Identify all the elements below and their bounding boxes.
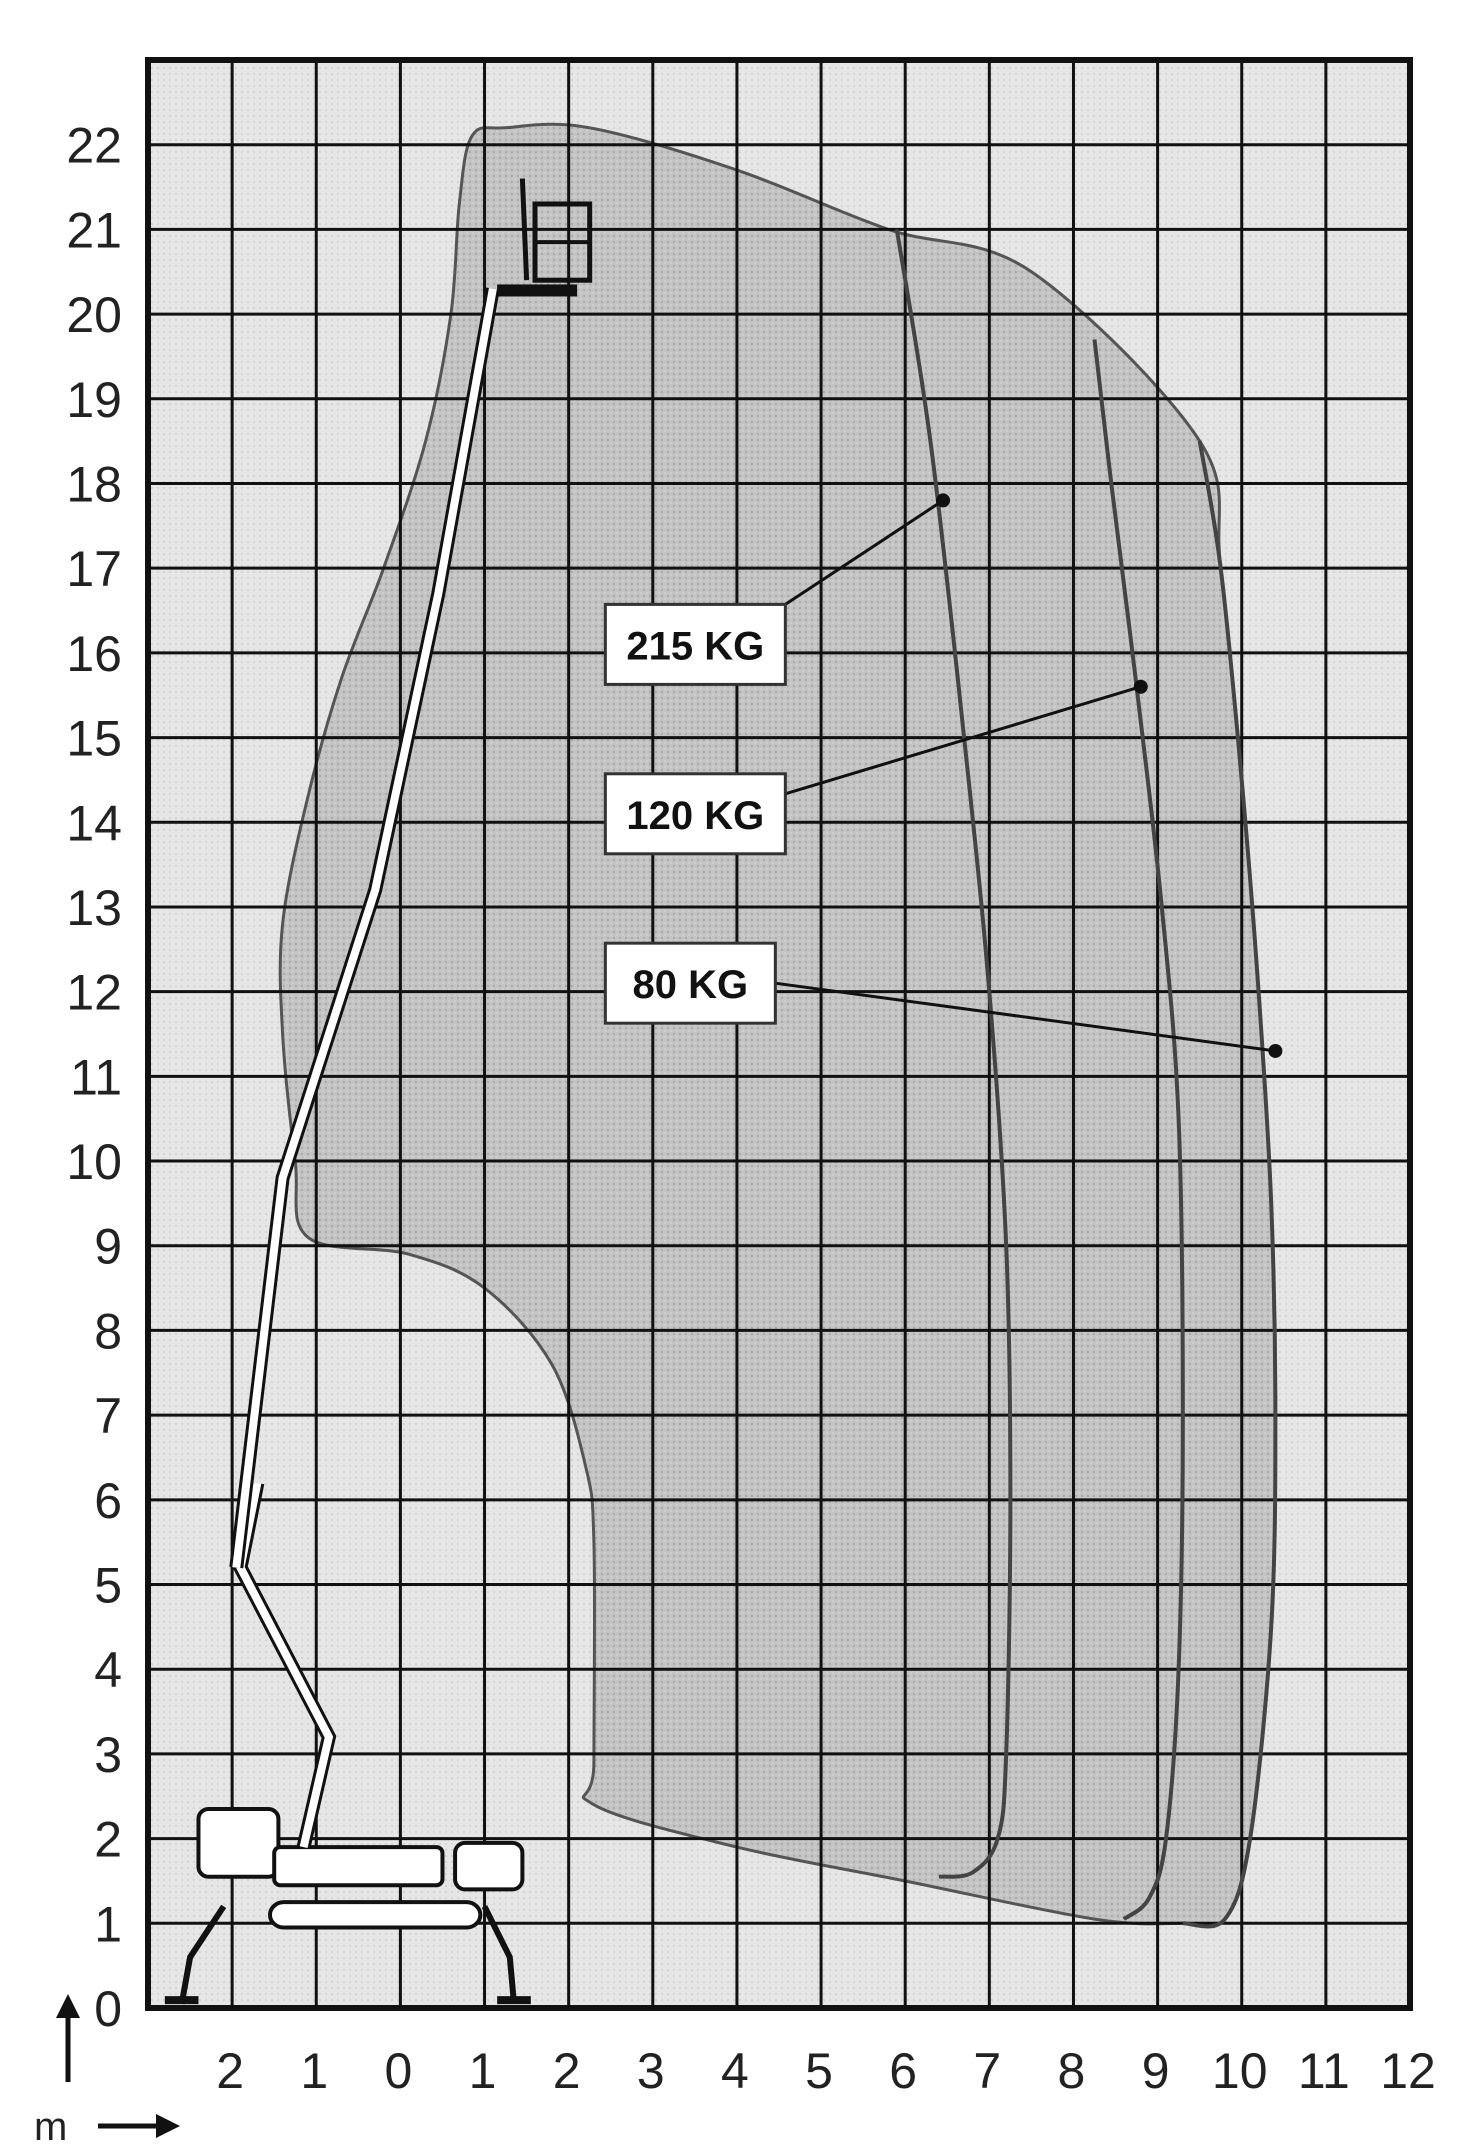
unit-label: m xyxy=(34,2105,68,2149)
x-tick-label: 4 xyxy=(721,2043,749,2099)
load-label-1: 120 KG xyxy=(626,793,765,838)
y-tick-label: 1 xyxy=(94,1896,122,1953)
x-tick-label: 6 xyxy=(889,2043,918,2099)
y-tick-label: 19 xyxy=(66,371,122,428)
y-tick-label: 17 xyxy=(66,541,122,598)
x-tick-label: 2 xyxy=(216,2043,245,2099)
x-tick-label: 7 xyxy=(973,2043,1002,2099)
y-tick-label: 13 xyxy=(66,879,122,936)
turret xyxy=(274,1847,442,1885)
y-tick-label: 7 xyxy=(94,1388,122,1445)
y-tick-label: 22 xyxy=(66,117,122,174)
y-tick-label: 10 xyxy=(66,1134,122,1191)
y-tick-label: 8 xyxy=(94,1303,122,1360)
y-tick-label: 4 xyxy=(94,1642,122,1699)
engine-housing xyxy=(198,1809,278,1877)
x-tick-label: 0 xyxy=(384,2043,413,2099)
x-tick-label: 5 xyxy=(805,2043,833,2099)
x-tick-label: 11 xyxy=(1297,2043,1350,2099)
x-tick-label: 2 xyxy=(552,2043,581,2099)
y-tick-label: 9 xyxy=(94,1218,122,1275)
y-tick-label: 11 xyxy=(70,1049,122,1106)
x-tick-label: 12 xyxy=(1380,2043,1436,2099)
y-tick-label: 18 xyxy=(66,456,122,513)
y-tick-label: 14 xyxy=(66,795,122,852)
y-tick-label: 21 xyxy=(66,202,122,259)
x-tick-label: 1 xyxy=(468,2043,497,2099)
y-tick-label: 12 xyxy=(66,964,122,1021)
y-tick-label: 16 xyxy=(66,625,122,682)
x-tick-label: 10 xyxy=(1211,2043,1268,2099)
outrigger-foot-left xyxy=(165,1996,199,2004)
y-tick-label: 3 xyxy=(94,1726,122,1783)
right-arrow-head-icon xyxy=(156,2114,180,2138)
x-tick-labels xyxy=(216,2043,1436,2099)
x-tick-label: 1 xyxy=(300,2043,329,2099)
y-tick-label: 15 xyxy=(66,710,122,767)
y-tick-label: 2 xyxy=(94,1811,122,1868)
x-tick-label: 3 xyxy=(636,2043,665,2099)
track-chassis xyxy=(270,1902,480,1927)
y-tick-labels xyxy=(66,118,122,2037)
y-tick-label: 20 xyxy=(66,287,122,344)
counterweight xyxy=(455,1843,522,1890)
up-arrow-head-icon xyxy=(56,1994,80,2018)
x-tick-label: 8 xyxy=(1057,2043,1086,2099)
x-tick-label: 9 xyxy=(1141,2043,1170,2099)
load-label-2: 80 KG xyxy=(632,963,749,1008)
outrigger-foot-right xyxy=(497,1996,531,2004)
basket-floor xyxy=(497,284,577,296)
y-tick-label: 0 xyxy=(94,1981,122,2037)
y-tick-label: 6 xyxy=(94,1472,122,1529)
y-tick-label: 5 xyxy=(94,1557,122,1614)
load-label-0: 215 KG xyxy=(626,624,765,669)
